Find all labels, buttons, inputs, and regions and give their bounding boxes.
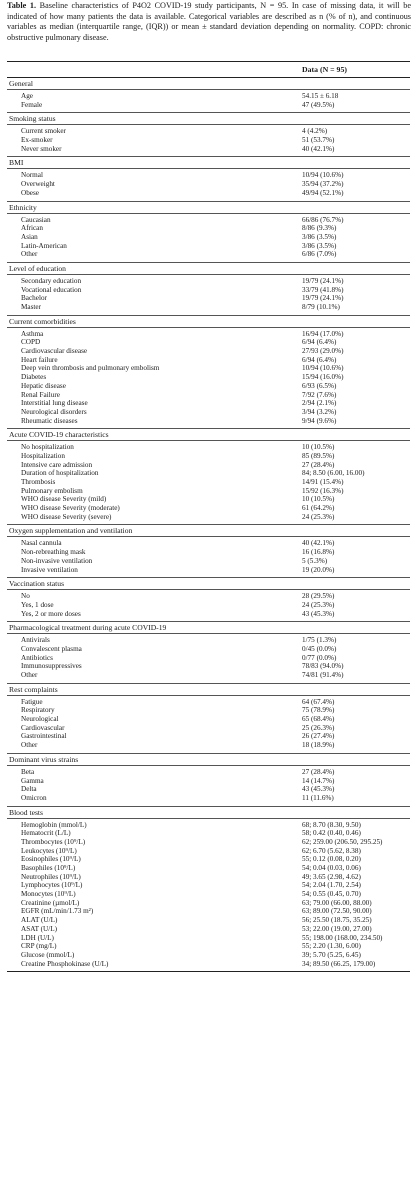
table-header <box>7 62 410 78</box>
table-row <box>7 233 410 242</box>
row-value: 28 (29.5%) <box>302 592 335 601</box>
row-label: Hepatic disease <box>21 381 66 390</box>
row-value: 27 (28.4%) <box>302 460 335 469</box>
section-rows <box>7 819 410 972</box>
row-value: 6/86 (7.0%) <box>302 250 337 259</box>
row-label: Delta <box>21 785 37 794</box>
row-label: Hematocrit (L/L) <box>21 829 71 838</box>
table-row <box>7 881 410 890</box>
row-label: WHO disease Severity (mild) <box>21 495 107 504</box>
row-label: Thrombosis <box>21 478 56 486</box>
table-section <box>7 428 410 524</box>
table-row <box>7 662 410 671</box>
row-value: 3/86 (3.5%) <box>302 241 337 250</box>
row-value: 49/94 (52.1%) <box>302 188 344 197</box>
row-label: Neurological disorders <box>21 407 87 416</box>
row-value: 24 (25.3%) <box>302 600 335 609</box>
row-label: WHO disease Severity (moderate) <box>21 504 120 513</box>
table-row <box>7 916 410 925</box>
row-value: 75 (78.9%) <box>302 706 335 715</box>
table-row <box>7 601 410 610</box>
table-row <box>7 495 410 504</box>
row-label: Glucose (mmol/L) <box>21 950 75 959</box>
table-section <box>7 753 410 806</box>
table-row <box>7 785 410 794</box>
table-row <box>7 654 410 663</box>
table-row <box>7 513 410 522</box>
row-value: 53; 22.00 (19.00, 27.00) <box>302 924 372 933</box>
row-value: 84; 8.50 (6.00, 16.00) <box>302 469 365 478</box>
row-label: Gastrointestinal <box>21 732 67 741</box>
table-row <box>7 942 410 951</box>
row-label: Hemoglobin (mmol/L) <box>21 820 87 829</box>
row-label: LDH (U/L) <box>21 933 54 942</box>
row-value: 5 (5.3%) <box>302 556 328 565</box>
table-row <box>7 925 410 934</box>
row-value: 14/91 (15.4%) <box>302 478 344 486</box>
row-value: 24 (25.3%) <box>302 512 335 521</box>
table-row <box>7 382 410 391</box>
table-row <box>7 907 410 916</box>
row-label: Lymphocytes (10⁹/L) <box>21 881 83 890</box>
row-value: 63; 79.00 (66.00, 88.00) <box>302 898 372 907</box>
section-rows <box>7 537 410 577</box>
table-row <box>7 636 410 645</box>
table-row <box>7 504 410 513</box>
table-row <box>7 478 410 487</box>
section-rows <box>7 125 410 156</box>
row-value: 16/94 (17.0%) <box>302 329 344 338</box>
row-label: Cardiovascular disease <box>21 347 88 356</box>
row-value: 39; 5.70 (5.25, 6.45) <box>302 950 361 959</box>
table-row <box>7 715 410 724</box>
row-value: 4 (4.2%) <box>302 127 328 136</box>
table-row <box>7 864 410 873</box>
table-row <box>7 136 410 145</box>
table-row <box>7 92 410 101</box>
table-row <box>7 873 410 882</box>
table-row <box>7 821 410 830</box>
row-value: 54.15 ± 6.18 <box>302 92 339 100</box>
row-value: 51 (53.7%) <box>302 136 335 145</box>
row-label: Fatigue <box>21 697 43 706</box>
section-title: Rest complaints <box>7 684 410 696</box>
row-value: 19/79 (24.1%) <box>302 294 344 303</box>
row-label: Basophiles (10⁹/L) <box>21 864 76 872</box>
table-row <box>7 364 410 373</box>
row-value: 62; 6.70 (5.62, 8.38) <box>302 846 361 855</box>
table-row <box>7 741 410 750</box>
table-row <box>7 417 410 426</box>
row-label: Yes, 1 dose <box>21 600 54 609</box>
row-label: Neurological <box>21 715 59 724</box>
row-label: Secondary education <box>21 276 82 285</box>
row-value: 15/92 (16.3%) <box>302 486 344 495</box>
row-label: Bachelor <box>21 294 47 303</box>
table-row <box>7 960 410 969</box>
table-row <box>7 557 410 566</box>
row-value: 0/45 (0.0%) <box>302 644 337 653</box>
table-row <box>7 356 410 365</box>
table-row <box>7 127 410 136</box>
row-label: WHO disease Severity (severe) <box>21 512 112 521</box>
row-label: No <box>21 592 30 601</box>
row-label: Asthma <box>21 329 44 338</box>
row-value: 40 (42.1%) <box>302 539 335 548</box>
table-row <box>7 408 410 417</box>
table-section <box>7 683 410 753</box>
row-label: African <box>21 224 43 233</box>
row-label: Creatine Phosphokinase (U/L) <box>21 959 109 968</box>
table-row <box>7 829 410 838</box>
row-label: ASAT (U/L) <box>21 924 58 933</box>
row-value: 19 (20.0%) <box>302 565 335 574</box>
row-value: 11 (11.6%) <box>302 793 334 802</box>
row-value: 56; 25.50 (18.75, 35.25) <box>302 916 372 925</box>
row-label: Antibiotics <box>21 653 53 662</box>
table-row <box>7 934 410 943</box>
row-value: 40 (42.1%) <box>302 144 335 153</box>
table-row <box>7 777 410 786</box>
section-rows <box>7 590 410 621</box>
row-value: 19/79 (24.1%) <box>302 276 344 285</box>
row-label: Yes, 2 or more doses <box>21 609 81 618</box>
table-row <box>7 286 410 295</box>
row-value: 6/93 (6.5%) <box>302 381 337 390</box>
table-row <box>7 224 410 233</box>
row-label: Master <box>21 303 41 311</box>
row-label: ALAT (U/L) <box>21 916 58 925</box>
row-value: 43 (45.3%) <box>302 785 335 794</box>
section-rows <box>7 634 410 682</box>
table-row <box>7 443 410 452</box>
section-title: Smoking status <box>7 113 410 125</box>
row-label: COPD <box>21 338 41 347</box>
row-value: 2/94 (2.1%) <box>302 399 337 408</box>
row-value: 43 (45.3%) <box>302 609 335 618</box>
row-label: Age <box>21 92 33 100</box>
table-row <box>7 216 410 225</box>
table-section <box>7 156 410 200</box>
row-value: 25 (26.3%) <box>302 723 335 732</box>
section-title: Dominant virus strains <box>7 754 410 766</box>
section-title: Blood tests <box>7 807 410 819</box>
row-label: Other <box>21 741 38 750</box>
row-label: Other <box>21 671 38 679</box>
row-value: 8/86 (9.3%) <box>302 224 337 233</box>
row-value: 66/86 (76.7%) <box>302 215 344 224</box>
row-value: 10 (10.5%) <box>302 495 335 504</box>
row-label: Asian <box>21 232 38 241</box>
row-value: 54; 0.04 (0.03, 0.06) <box>302 864 361 872</box>
row-label: Rheumatic diseases <box>21 416 78 425</box>
row-label: Antivirals <box>21 636 50 645</box>
table-section <box>7 577 410 621</box>
caption-text: Baseline characteristics of P4O2 COVID-19 study participants, N = 95. In case of missing data, it will be indicated of how many patients the data is available. Categorical variables are described as n (% of n), and continuous variables as median (interquartile range, (IQR)) or mean ± standard deviation depending on normality. COPD: chronic obstructive pulmonary disease. <box>7 1 412 42</box>
row-value: 16 (16.8%) <box>302 548 335 557</box>
row-label: Thrombocytes (10⁹/L) <box>21 837 86 846</box>
table-row <box>7 452 410 461</box>
row-label: Creatinine (µmol/L) <box>21 898 80 907</box>
table-row <box>7 645 410 654</box>
row-label: No hospitalization <box>21 443 74 452</box>
section-title: Current comorbidities <box>7 316 410 328</box>
row-label: Deep vein thrombosis and pulmonary embolism <box>21 364 160 373</box>
table-row <box>7 592 410 601</box>
row-label: Nasal cannula <box>21 539 62 548</box>
row-value: 34; 89.50 (66.25, 179.00) <box>302 959 376 968</box>
row-value: 6/94 (6.4%) <box>302 355 337 364</box>
table-row <box>7 347 410 356</box>
row-value: 3/94 (3.2%) <box>302 407 337 416</box>
row-label: Non-rebreathing mask <box>21 548 86 557</box>
row-value: 74/81 (91.4%) <box>302 671 344 679</box>
row-label: Duration of hospitalization <box>21 469 99 478</box>
row-value: 35/94 (37.2%) <box>302 180 344 189</box>
row-label: EGFR (mL/min/1.73 m²) <box>21 907 94 916</box>
row-value: 7/92 (7.6%) <box>302 390 337 399</box>
table-section <box>7 112 410 156</box>
row-label: Obese <box>21 188 39 197</box>
table-row <box>7 539 410 548</box>
table-row <box>7 469 410 478</box>
row-value: 27 (28.4%) <box>302 767 335 776</box>
row-label: Ex-smoker <box>21 136 53 145</box>
row-label: Convalescent plasma <box>21 644 82 653</box>
section-title: Level of education <box>7 263 410 275</box>
row-value: 64 (67.4%) <box>302 697 335 706</box>
row-label: Eosinophiles (10⁹/L) <box>21 855 81 864</box>
row-value: 9/94 (9.6%) <box>302 416 337 425</box>
section-rows <box>7 275 410 315</box>
table-row <box>7 189 410 198</box>
table-row <box>7 303 410 312</box>
section-rows <box>7 441 410 524</box>
row-value: 18 (18.9%) <box>302 741 335 750</box>
row-value: 15/94 (16.0%) <box>302 373 344 382</box>
caption-label: Table 1. <box>7 1 37 10</box>
table-row <box>7 951 410 960</box>
row-value: 10 (10.5%) <box>302 443 335 452</box>
table-row <box>7 566 410 575</box>
row-label: Vocational education <box>21 285 82 294</box>
row-label: Latin-American <box>21 241 67 250</box>
table-section <box>7 524 410 577</box>
table-row <box>7 373 410 382</box>
row-label: Beta <box>21 767 35 776</box>
row-value: 58; 0.42 (0.40, 0.46) <box>302 829 361 838</box>
row-value: 49; 3.65 (2.98, 4.62) <box>302 872 361 881</box>
table-row <box>7 101 410 110</box>
table-row <box>7 391 410 400</box>
row-label: Caucasian <box>21 215 51 224</box>
row-label: Overweight <box>21 180 55 189</box>
table-section <box>7 262 410 315</box>
row-label: Omicron <box>21 793 47 802</box>
section-title: Acute COVID-19 characteristics <box>7 429 410 441</box>
table-row <box>7 461 410 470</box>
section-title: Oxygen supplementation and ventilation <box>7 525 410 537</box>
row-label: Hospitalization <box>21 451 65 460</box>
row-label: Female <box>21 100 43 109</box>
row-label: Neutrophiles (10⁹/L) <box>21 872 81 881</box>
row-label: Monocytes (10⁹/L) <box>21 890 76 899</box>
table-row <box>7 890 410 899</box>
table-row <box>7 242 410 251</box>
section-rows <box>7 766 410 806</box>
row-value: 6/94 (6.4%) <box>302 338 337 347</box>
row-label: Non-invasive ventilation <box>21 556 93 565</box>
section-rows <box>7 214 410 262</box>
row-value: 54; 2.04 (1.70, 2.54) <box>302 881 361 890</box>
row-label: CRP (mg/L) <box>21 942 57 951</box>
section-rows <box>7 169 410 200</box>
row-value: 65 (68.4%) <box>302 715 335 724</box>
table-row <box>7 899 410 908</box>
row-value: 27/93 (29.0%) <box>302 347 344 356</box>
table-row <box>7 855 410 864</box>
row-value: 78/83 (94.0%) <box>302 662 344 671</box>
row-value: 47 (49.5%) <box>302 100 335 109</box>
table-row <box>7 548 410 557</box>
table-row <box>7 724 410 733</box>
row-value: 85 (89.5%) <box>302 451 335 460</box>
row-label: Cardiovascular <box>21 723 65 732</box>
row-label: Heart failure <box>21 355 58 364</box>
row-value: 14 (14.7%) <box>302 776 335 785</box>
table-row <box>7 671 410 680</box>
table-row <box>7 294 410 303</box>
table-section <box>7 78 410 112</box>
row-label: Diabetes <box>21 373 47 382</box>
row-value: 3/86 (3.5%) <box>302 232 337 241</box>
row-value: 61 (64.2%) <box>302 504 335 513</box>
row-value: 55; 2.20 (1.30, 6.00) <box>302 942 361 951</box>
row-value: 1/75 (1.3%) <box>302 636 337 645</box>
row-label: Immunosuppressives <box>21 662 82 671</box>
row-label: Intensive care admission <box>21 460 93 469</box>
row-value: 54; 0.55 (0.45, 0.70) <box>302 890 361 899</box>
row-label: Normal <box>21 171 43 180</box>
row-value: 8/79 (10.1%) <box>302 303 340 311</box>
row-label: Invasive ventilation <box>21 565 78 574</box>
section-title: BMI <box>7 157 410 169</box>
table-section <box>7 315 410 429</box>
table-row <box>7 794 410 803</box>
table-row <box>7 250 410 259</box>
baseline-characteristics-table <box>7 61 410 972</box>
table-row <box>7 847 410 856</box>
table-row <box>7 145 410 154</box>
row-value: 10/94 (10.6%) <box>302 171 344 180</box>
table-row <box>7 610 410 619</box>
table-row <box>7 171 410 180</box>
row-value: 55; 198.00 (168.00, 234.50) <box>302 933 383 942</box>
row-value: 55; 0.12 (0.08, 0.20) <box>302 855 361 864</box>
section-title: Ethnicity <box>7 202 410 214</box>
row-value: 33/79 (41.8%) <box>302 285 344 294</box>
table-row <box>7 698 410 707</box>
table-section <box>7 201 410 262</box>
table-body <box>7 78 410 971</box>
section-rows <box>7 328 410 429</box>
row-value: 10/94 (10.6%) <box>302 364 344 373</box>
table-row <box>7 768 410 777</box>
section-rows <box>7 696 410 753</box>
row-label: Gamma <box>21 776 44 785</box>
row-label: Pulmonary embolism <box>21 486 83 495</box>
table-row <box>7 338 410 347</box>
row-label: Never smoker <box>21 144 62 153</box>
row-label: Renal Failure <box>21 390 60 399</box>
table-row <box>7 180 410 189</box>
column-header-data: Data (N = 95) <box>302 65 347 74</box>
row-label: Leukocytes (10⁹/L) <box>21 846 77 855</box>
table-row <box>7 732 410 741</box>
row-value: 26 (27.4%) <box>302 732 335 741</box>
row-value: 62; 259.00 (206.50, 295.25) <box>302 837 383 846</box>
section-title: Pharmacological treatment during acute COVID-19 <box>7 622 410 634</box>
row-value: 63; 89.00 (72.50, 90.00) <box>302 907 372 916</box>
table-section <box>7 806 410 972</box>
table-section <box>7 621 410 682</box>
table-caption <box>7 1 411 43</box>
section-rows <box>7 90 410 112</box>
row-label: Other <box>21 250 38 259</box>
section-title: General <box>7 78 410 90</box>
section-title: Vaccination status <box>7 578 410 590</box>
row-label: Interstitial lung disease <box>21 399 88 408</box>
table-row <box>7 330 410 339</box>
table-row <box>7 399 410 408</box>
row-value: 68; 8.70 (8.30, 9.50) <box>302 820 361 829</box>
table-row <box>7 838 410 847</box>
table-row <box>7 277 410 286</box>
row-label: Respiratory <box>21 706 55 715</box>
table-row <box>7 487 410 496</box>
table-row <box>7 706 410 715</box>
row-label: Current smoker <box>21 127 66 136</box>
row-value: 0/77 (0.0%) <box>302 653 337 662</box>
